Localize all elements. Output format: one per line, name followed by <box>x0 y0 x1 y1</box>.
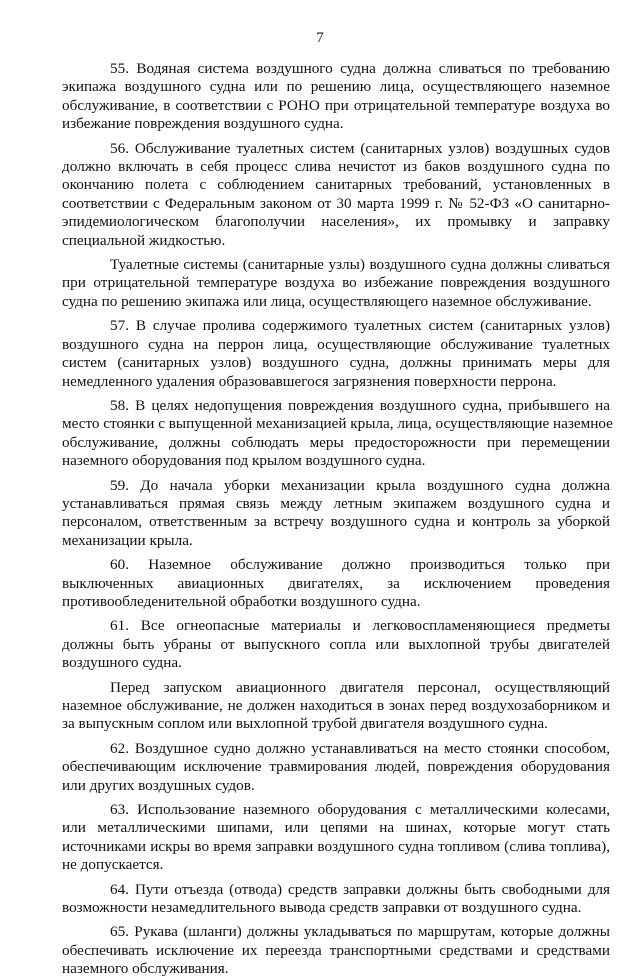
text-line: или других воздушных судов. <box>62 776 255 794</box>
text-line: при отрицательной температуре воздуха во избежание повреждения воздушного <box>62 274 610 292</box>
text-line: персоналом, ответственным за встречу воздушного судна и контроль за уборкой <box>62 513 610 531</box>
text-line: 58. В целях недопущения повреждения воздушного судна, прибывшего на <box>110 396 610 414</box>
paragraph-56 <box>62 140 610 250</box>
page-number: 7 <box>316 30 324 46</box>
text-line: избежание повреждения воздушного судна. <box>62 115 344 133</box>
paragraph-58 <box>62 396 613 471</box>
paragraph-60 <box>62 556 610 611</box>
text-line: 64. Пути отъезда (отвода) средств заправки должны быть свободными для <box>110 880 610 898</box>
text-line: или металлическими шипами, или цепями на шинах, которые могут стать <box>62 819 610 837</box>
text-line: эпидемиологическом благополучии населения», их промывку и заправку <box>62 213 610 231</box>
paragraph-59 <box>62 477 610 551</box>
paragraph-62 <box>62 740 610 795</box>
text-line: Перед запуском авиационного двигателя персонал, осуществляющий <box>110 678 610 696</box>
document-body <box>62 60 613 979</box>
text-line: окончанию полета с соблюдением санитарных требований, установленных в <box>62 176 610 194</box>
text-line: источниками искры во время заправки воздушного судна топливом (слива топлива), <box>62 837 610 855</box>
text-line: 65. Рукава (шланги) должны укладываться по маршрутам, которые должны <box>110 923 610 941</box>
text-line: устанавливаться прямая связь между летным экипажем воздушного судна и <box>62 494 610 512</box>
text-line: механизации крыла. <box>62 531 193 549</box>
text-line: судна по решению экипажа или лица, осуществляющего наземное обслуживание. <box>62 292 592 310</box>
text-line: должно включать в себя процесс слива нечистот из баков воздушного судна по <box>62 158 610 176</box>
text-line: 61. Все огнеопасные материалы и легковоспламеняющиеся предметы <box>110 617 610 635</box>
text-line: выключенных авиационных двигателях, за исключением проведения <box>62 574 610 592</box>
text-line: не допускается. <box>62 856 164 874</box>
text-line: обеспечивающим исключение травмирования людей, повреждения оборудования <box>62 758 610 776</box>
text-line: соответствии с Федеральным законом от 30 марта 1999 г. № 52-ФЗ «О санитарно- <box>62 194 610 212</box>
paragraph-61 <box>62 617 610 672</box>
paragraph-engine-start <box>62 679 610 734</box>
text-line: специальной жидкостью. <box>62 231 226 249</box>
text-line: наземного обслуживания. <box>62 960 229 978</box>
paragraph-55 <box>62 60 610 134</box>
text-line: 55. Водяная система воздушного судна должна сливаться по требованию <box>110 60 610 77</box>
text-line: возможности незамедлительного вывода средств заправки от воздушного судна. <box>62 899 582 917</box>
text-line: наземное обслуживание, не должен находиться в зонах перед воздухозаборником и <box>62 697 610 714</box>
text-line: 56. Обслуживание туалетных систем (санитарных узлов) воздушных судов <box>110 139 610 157</box>
text-line: обеспечивать исключение их переезда транспортными средствами и средствами <box>62 941 610 959</box>
text-line: место стоянки с выпущенной механизацией крыла, лица, осуществляющие наземное <box>62 415 613 433</box>
text-line: противообледенительной обработки воздушного судна. <box>62 592 421 610</box>
text-line: 60. Наземное обслуживание должно производиться только при <box>110 556 610 574</box>
text-line: экипажа воздушного судна или по решению лица, осуществляющего наземное <box>62 78 610 96</box>
text-line: систем (санитарных узлов) воздушного судна, должны принимать меры для <box>62 354 610 372</box>
text-line: воздушного судна. <box>62 654 182 672</box>
text-line: 57. В случае пролива содержимого туалетных систем (санитарных узлов) <box>110 317 610 335</box>
paragraph-63 <box>62 801 610 875</box>
text-line: за выпускным соплом или выхлопной трубой двигателя воздушного судна. <box>62 715 548 733</box>
text-line: 62. Воздушное судно должно устанавливаться на место стоянки способом, <box>110 739 610 757</box>
text-line: должны быть убраны от выпускного сопла или выхлопной трубы двигателей <box>62 635 610 653</box>
paragraph-57 <box>62 317 610 391</box>
text-line: немедленного удаления образовавшегося загрязнения поверхности перрона. <box>62 372 557 390</box>
text-line: 63. Использование наземного оборудования с металлическими колесами, <box>110 801 610 819</box>
paragraph-64 <box>62 881 610 918</box>
paragraph-65 <box>62 923 610 978</box>
text-line: 59. До начала уборки механизации крыла воздушного судна должна <box>110 476 610 494</box>
text-line: обслуживание, в соответствии с РОНО при отрицательной температуре воздуха во <box>62 96 610 114</box>
text-line: обслуживание, должны соблюдать меры предосторожности при перемещении <box>62 433 610 451</box>
paragraph-toilet-systems <box>62 256 610 311</box>
text-line: наземного оборудования под крылом воздушного судна. <box>62 452 426 470</box>
text-line: Туалетные системы (санитарные узлы) воздушного судна должны сливаться <box>110 256 610 274</box>
text-line: воздушного судна на перрон лица, осуществляющие обслуживание туалетных <box>62 335 610 353</box>
